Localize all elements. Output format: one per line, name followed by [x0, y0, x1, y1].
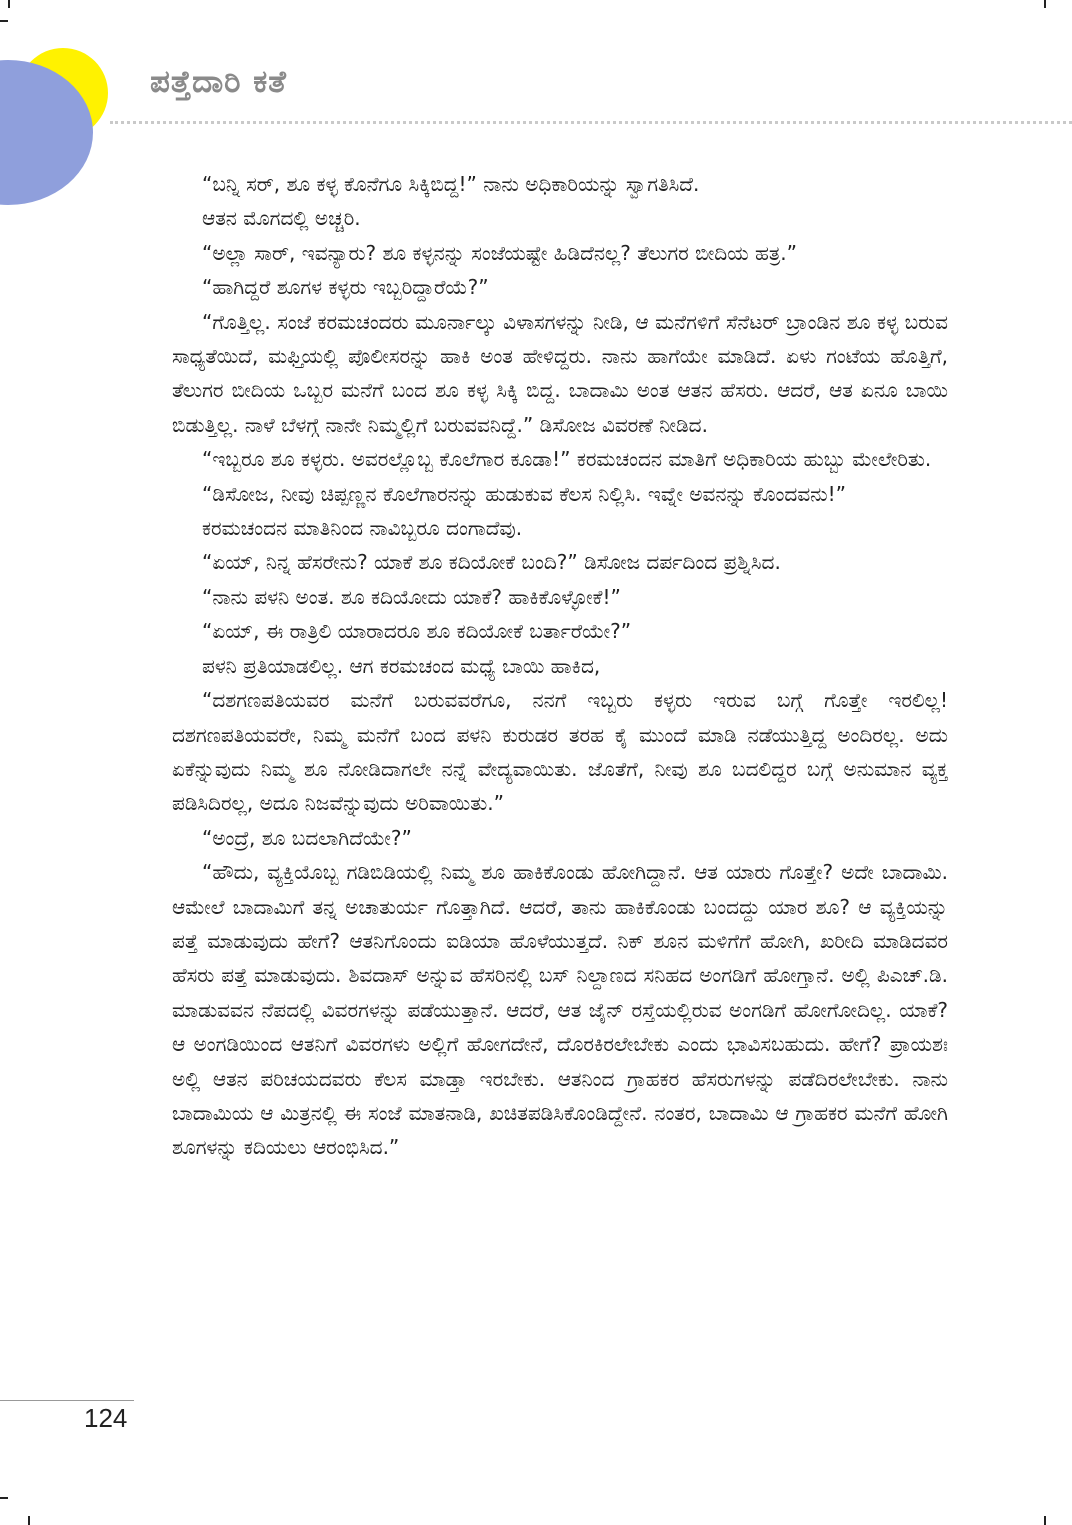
story-body	[172, 167, 948, 1165]
paragraph: “ಅಲ್ಲಾ ಸಾರ್, ಇವನ್ಯಾರು? ಶೂ ಕಳ್ಳನನ್ನು ಸಂಜೆಯಷ್ಟೇ ಹಿಡಿದೆನಲ್ಲ? ತೆಲುಗರ ಬೀದಿಯ ಹತ್ರ.”	[202, 240, 798, 265]
paragraph: ಆತನ ಮೊಗದಲ್ಲಿ ಅಚ್ಚರಿ.	[202, 206, 361, 231]
paragraph: “ದಶಗಣಪತಿಯವರ ಮನೆಗೆ ಬರುವವರೆಗೂ, ನನಗೆ ಇಬ್ಬರು ಕಳ್ಳರು ಇರುವ ಬಗ್ಗೆ ಗೊತ್ತೇ ಇರಲಿಲ್ಲ! ದಶಗಣಪತಿಯವರೇ, ನಿಮ್ಮ ಮನೆಗೆ ಬಂದ ಪಳನಿ ಕುರುಡರ ತರಹ ಕೈ ಮುಂದೆ ಮಾಡಿ ನಡೆಯುತ್ತಿದ್ದ ಅಂದಿರಲ್ಲ. ಅದು ಏಕೆನ್ನುವುದು ನಿಮ್ಮ ಶೂ ನೋಡಿದಾಗಲೇ ನನ್ನೆ ವೇದ್ಯವಾಯಿತು. ಜೊತೆಗೆ, ನೀವು ಶೂ ಬದಲಿದ್ದರ ಬಗ್ಗೆ ಅನುಮಾನ ವ್ಯಕ್ತ ಪಡಿಸಿದಿರಲ್ಲ, ಅದೂ ನಿಜವೆನ್ನುವುದು ಅರಿವಾಯಿತು.”	[172, 688, 948, 816]
crop-mark-left-bottom	[0, 1497, 8, 1499]
paragraph: ಪಳನಿ ಪ್ರತಿಯಾಡಲಿಲ್ಲ. ಆಗ ಕರಮಚಂದ ಮಧ್ಯೆ ಬಾಯಿ ಹಾಕಿದ,	[202, 653, 601, 678]
paragraph: “ಬನ್ನಿ ಸರ್, ಶೂ ಕಳ್ಳ ಕೊನೆಗೂ ಸಿಕ್ಕಿಬಿದ್ದ!” ನಾನು ಅಧಿಕಾರಿಯನ್ನು ಸ್ವಾಗತಿಸಿದೆ.	[202, 172, 700, 196]
crop-mark-left-top	[0, 20, 8, 22]
header-dotted-rule	[110, 121, 1072, 124]
crop-mark-top-left	[8, 0, 10, 8]
paragraph: “ಹಾಗಿದ್ದರೆ ಶೂಗಳ ಕಳ್ಳರು ಇಬ್ಬರಿದ್ದಾರೆಯೆ?”	[202, 275, 489, 300]
running-head-title: ಪತ್ತೆದಾರಿ ಕತೆ	[150, 64, 287, 100]
crop-mark-bottom-left	[28, 1516, 30, 1525]
paragraph: ಕರಮಚಂದನ ಮಾತಿನಿಂದ ನಾವಿಬ್ಬರೂ ದಂಗಾದೆವು.	[202, 516, 523, 541]
paragraph: “ಡಿಸೋಜ, ನೀವು ಚಿಪ್ಪಣ್ಣನ ಕೊಲೆಗಾರನನ್ನು ಹುಡುಕುವ ಕೆಲಸ ನಿಲ್ಲಿಸಿ. ಇವ್ನೇ ಅವನನ್ನು ಕೊಂದವನು!”	[202, 481, 847, 506]
paragraph: “ಗೊತ್ತಿಲ್ಲ. ಸಂಜೆ ಕರಮಚಂದರು ಮೂರ್ನಾಲ್ಕು ವಿಳಾಸಗಳನ್ನು ನೀಡಿ, ಆ ಮನೆಗಳಿಗೆ ಸೆನೆಟರ್ ಬ್ರಾಂಡಿನ ಶೂ ಕಳ್ಳ ಬರುವ ಸಾಧ್ಯತೆಯಿದೆ, ಮಫ್ತಿಯಲ್ಲಿ ಪೊಲೀಸರನ್ನು ಹಾಕಿ ಅಂತ ಹೇಳಿದ್ದರು. ನಾನು ಹಾಗೆಯೇ ಮಾಡಿದೆ. ಏಳು ಗಂಟೆಯ ಹೊತ್ತಿಗೆ, ತೆಲುಗರ ಬೀದಿಯ ಒಬ್ಬರ ಮನೆಗೆ ಬಂದ ಶೂ ಕಳ್ಳ ಸಿಕ್ಕಿ ಬಿದ್ದ. ಬಾದಾಮಿ ಅಂತ ಆತನ ಹೆಸರು. ಆದರೆ, ಆತ ಏನೂ ಬಾಯಿ ಬಿಡುತ್ತಿಲ್ಲ. ನಾಳೆ ಬೆಳಗ್ಗೆ ನಾನೇ ನಿಮ್ಮಲ್ಲಿಗೆ ಬರುವವನಿದ್ದೆ.” ಡಿಸೋಜ ವಿವರಣೆ ನೀಡಿದ.	[172, 309, 948, 437]
paragraph: “ಏಯ್, ಈ ರಾತ್ರಿಲಿ ಯಾರಾದರೂ ಶೂ ಕದಿಯೋಕೆ ಬರ್ತಾರೆಯೇ?”	[202, 619, 632, 644]
crop-mark-top-right	[1044, 0, 1046, 8]
paragraph: “ಇಬ್ಬರೂ ಶೂ ಕಳ್ಳರು. ಅವರಲ್ಲೊಬ್ಬ ಕೊಲೆಗಾರ ಕೂಡಾ!” ಕರಮಚಂದನ ಮಾತಿಗೆ ಅಧಿಕಾರಿಯ ಹುಬ್ಬು ಮೇಲೇರಿತು.	[202, 447, 932, 472]
paragraph: “ಏಯ್, ನಿನ್ನ ಹೆಸರೇನು? ಯಾಕೆ ಶೂ ಕದಿಯೋಕೆ ಬಂದಿ?” ಡಿಸೋಜ ದರ್ಪದಿಂದ ಪ್ರಶ್ನಿಸಿದ.	[202, 550, 781, 575]
paragraph: “ಹೌದು, ವ್ಯಕ್ತಿಯೊಬ್ಬ ಗಡಿಬಿಡಿಯಲ್ಲಿ ನಿಮ್ಮ ಶೂ ಹಾಕಿಕೊಂಡು ಹೋಗಿದ್ದಾನೆ. ಆತ ಯಾರು ಗೊತ್ತೇ? ಅದೇ ಬಾದಾಮಿ. ಆಮೇಲೆ ಬಾದಾಮಿಗೆ ತನ್ನ ಅಚಾತುರ್ಯ ಗೊತ್ತಾಗಿದೆ. ಆದರೆ, ತಾನು ಹಾಕಿಕೊಂಡು ಬಂದದ್ದು ಯಾರ ಶೂ? ಆ ವ್ಯಕ್ತಿಯನ್ನು ಪತ್ತೆ ಮಾಡುವುದು ಹೇಗೆ? ಆತನಿಗೊಂದು ಐಡಿಯಾ ಹೊಳೆಯುತ್ತದೆ. ನಿಕ್ ಶೂನ ಮಳಿಗೆಗೆ ಹೋಗಿ, ಖರೀದಿ ಮಾಡಿದವರ ಹೆಸರು ಪತ್ತೆ ಮಾಡುವುದು. ಶಿವದಾಸ್ ಅನ್ನುವ ಹೆಸರಿನಲ್ಲಿ ಬಸ್ ನಿಲ್ದಾಣದ ಸನಿಹದ ಅಂಗಡಿಗೆ ಹೋಗ್ತಾನೆ. ಅಲ್ಲಿ ಪಿಎಚ್.ಡಿ. ಮಾಡುವವನ ನೆಪದಲ್ಲಿ ವಿವರಗಳನ್ನು ಪಡೆಯುತ್ತಾನೆ. ಆದರೆ, ಆತ ಜೈನ್ ರಸ್ತೆಯಲ್ಲಿರುವ ಅಂಗಡಿಗೆ ಹೋಗೋದಿಲ್ಲ. ಯಾಕೆ? ಆ ಅಂಗಡಿಯಿಂದ ಆತನಿಗೆ ವಿವರಗಳು ಅಲ್ಲಿಗೆ ಹೋಗದೇನೆ, ದೊರಕಿರಲೇಬೇಕು ಎಂದು ಭಾವಿಸಬಹುದು. ಹೇಗೆ? ಪ್ರಾಯಶಃ ಅಲ್ಲಿ ಆತನ ಪರಿಚಯದವರು ಕೆಲಸ ಮಾಡ್ತಾ ಇರಬೇಕು. ಆತನಿಂದ ಗ್ರಾಹಕರ ಹೆಸರುಗಳನ್ನು ಪಡೆದಿರಲೇಬೇಕು. ನಾನು ಬಾದಾಮಿಯ ಆ ಮಿತ್ರನಲ್ಲಿ ಈ ಸಂಜೆ ಮಾತನಾಡಿ, ಖಚಿತಪಡಿಸಿಕೊಂಡಿದ್ದೇನೆ. ನಂತರ, ಬಾದಾಮಿ ಆ ಗ್ರಾಹಕರ ಮನೆಗೆ ಹೋಗಿ ಶೂಗಳನ್ನು ಕದಿಯಲು ಆರಂಭಿಸಿದ.”	[172, 860, 948, 1160]
paragraph: “ನಾನು ಪಳನಿ ಅಂತ. ಶೂ ಕದಿಯೋದು ಯಾಕೆ? ಹಾಕಿಕೊಳ್ಳೋಕೆ!”	[202, 584, 621, 609]
crop-mark-bottom-right	[1044, 1516, 1046, 1525]
paragraph: “ಅಂದ್ರೆ, ಶೂ ಬದಲಾಗಿದೆಯೇ?”	[202, 825, 412, 850]
footer-rule	[0, 1400, 134, 1401]
page-number: 124	[84, 1403, 128, 1433]
